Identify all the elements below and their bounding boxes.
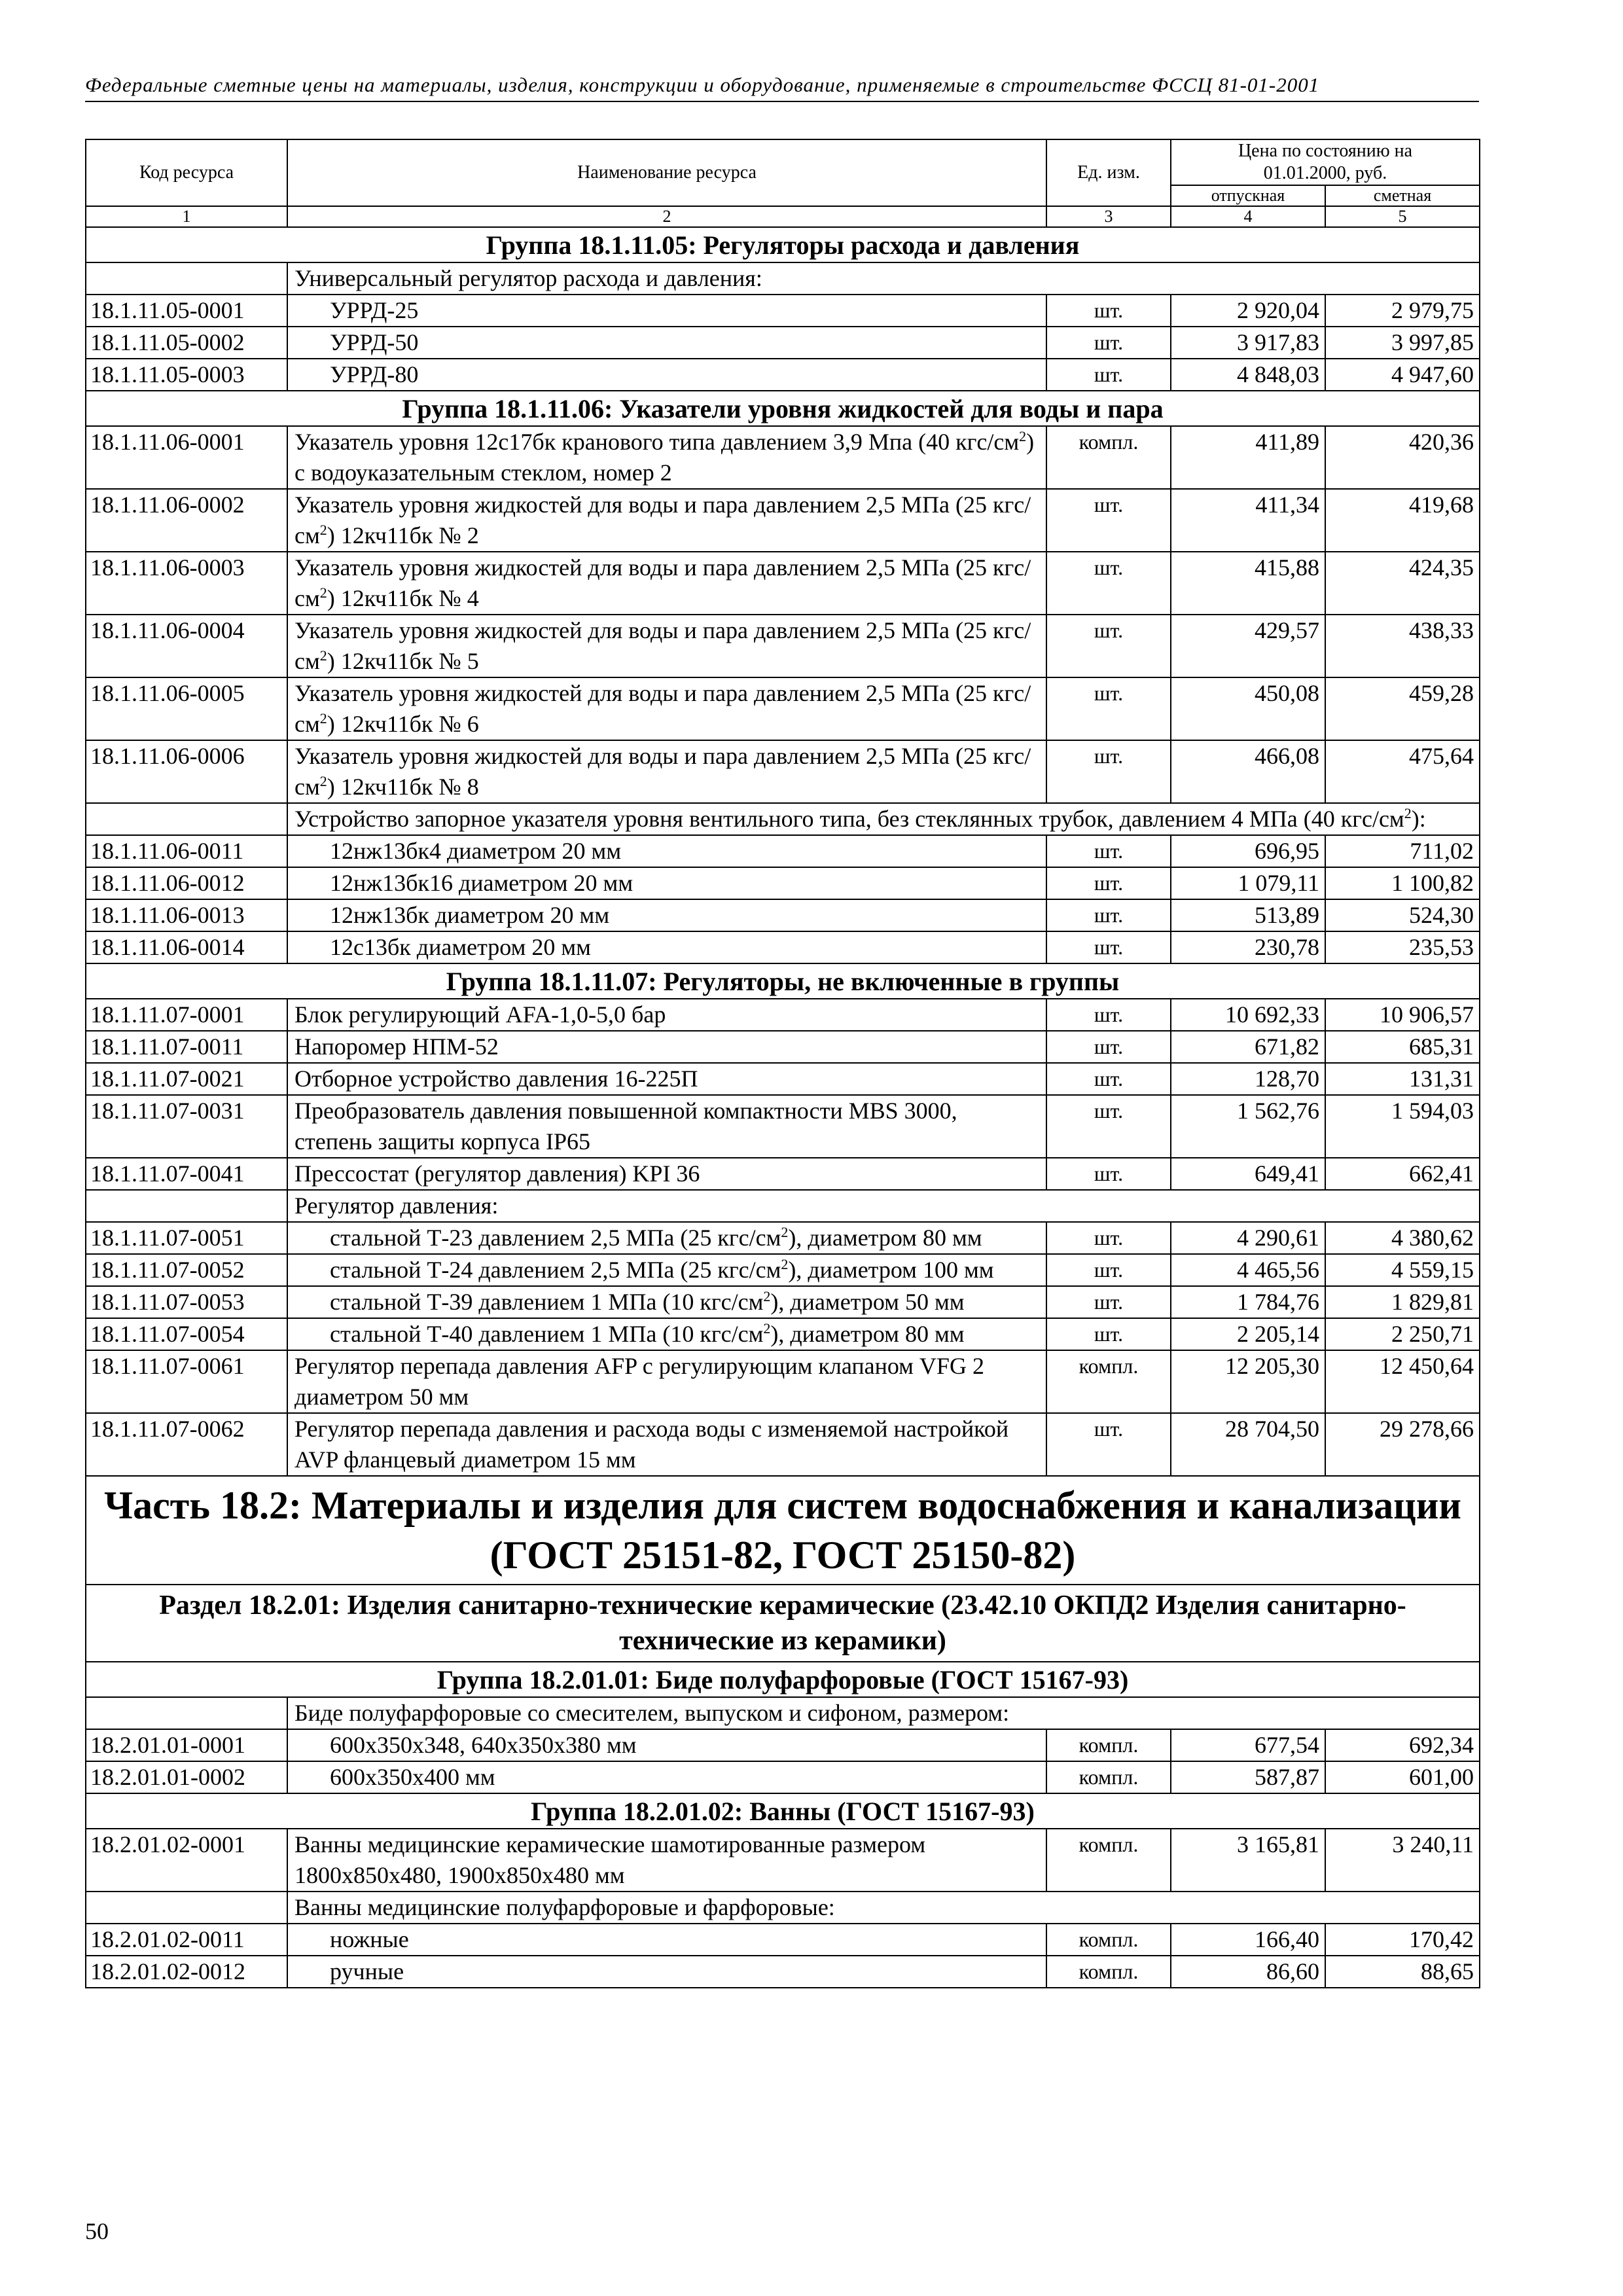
resource-code: 18.1.11.07-0062 xyxy=(86,1413,287,1476)
estimate-price: 2 250,71 xyxy=(1325,1318,1480,1350)
resource-name xyxy=(287,677,1046,740)
resource-code: 18.1.11.07-0052 xyxy=(86,1254,287,1286)
resource-name: УРРД-80 xyxy=(287,359,1046,391)
group-header-row xyxy=(86,1662,1480,1697)
name-part: Указатель уровня жидкостей для воды и пара давлением 2,5 МПа (25 кгс/см xyxy=(294,743,1031,800)
resource-code: 18.1.11.07-0041 xyxy=(86,1158,287,1190)
resource-unit: компл. xyxy=(1046,426,1171,489)
empty-cell xyxy=(86,1892,287,1924)
resource-code: 18.1.11.06-0003 xyxy=(86,552,287,615)
release-price: 671,82 xyxy=(1171,1031,1325,1063)
empty-cell xyxy=(86,1190,287,1222)
table-row xyxy=(86,327,1480,359)
resource-unit: компл. xyxy=(1046,1729,1171,1761)
section-title-row xyxy=(86,1585,1480,1662)
release-price: 10 692,33 xyxy=(1171,999,1325,1031)
resource-unit: компл. xyxy=(1046,1829,1171,1892)
col-header-code: Код ресурса xyxy=(86,139,287,206)
col-header-estimate: сметная xyxy=(1325,185,1480,206)
resource-unit: шт. xyxy=(1046,489,1171,552)
resource-code: 18.1.11.06-0006 xyxy=(86,740,287,803)
resource-name: Напоромер НПМ-52 xyxy=(287,1031,1046,1063)
subheader-text xyxy=(287,262,1480,295)
release-price: 513,89 xyxy=(1171,899,1325,931)
table-row xyxy=(86,899,1480,931)
name-part: ) 12кч11бк № 8 xyxy=(327,774,479,800)
col-header-name: Наименование ресурса xyxy=(287,139,1046,206)
resource-unit: шт. xyxy=(1046,552,1171,615)
estimate-price: 475,64 xyxy=(1325,740,1480,803)
resource-unit: шт. xyxy=(1046,295,1171,327)
resource-code: 18.1.11.07-0011 xyxy=(86,1031,287,1063)
table-row xyxy=(86,1729,1480,1761)
col-number: 2 xyxy=(287,206,1046,227)
table-row xyxy=(86,1924,1480,1956)
resource-name: Блок регулирующий AFA-1,0-5,0 бар xyxy=(287,999,1046,1031)
estimate-price: 235,53 xyxy=(1325,931,1480,963)
release-price: 411,34 xyxy=(1171,489,1325,552)
estimate-price: 438,33 xyxy=(1325,615,1480,677)
part-title: Часть 18.2: Материалы и изделия для систем водоснабжения и канализации (ГОСТ 25151-82, ГОСТ 25150-82) xyxy=(86,1476,1480,1585)
name-part: ), диаметром 80 мм xyxy=(770,1321,965,1347)
resource-unit: шт. xyxy=(1046,1063,1171,1095)
resource-code: 18.1.11.06-0011 xyxy=(86,835,287,867)
release-price: 4 848,03 xyxy=(1171,359,1325,391)
estimate-price: 459,28 xyxy=(1325,677,1480,740)
resource-code: 18.1.11.06-0001 xyxy=(86,426,287,489)
resource-name xyxy=(287,552,1046,615)
estimate-price: 3 997,85 xyxy=(1325,327,1480,359)
resource-unit: шт. xyxy=(1046,1254,1171,1286)
table-row xyxy=(86,1350,1480,1413)
table-row xyxy=(86,1956,1480,1988)
release-price: 3 165,81 xyxy=(1171,1829,1325,1892)
subheader-row xyxy=(86,1190,1480,1222)
release-price: 3 917,83 xyxy=(1171,327,1325,359)
estimate-price: 420,36 xyxy=(1325,426,1480,489)
resource-name xyxy=(287,1254,1046,1286)
resource-unit: шт. xyxy=(1046,899,1171,931)
table-row xyxy=(86,552,1480,615)
resource-name: ручные xyxy=(287,1956,1046,1988)
name-part: ) 12кч11бк № 2 xyxy=(327,522,479,548)
resource-name: 12с13бк диаметром 20 мм xyxy=(287,931,1046,963)
name-part: ), диаметром 100 мм xyxy=(788,1257,994,1283)
resource-code: 18.1.11.07-0021 xyxy=(86,1063,287,1095)
name-part: ), диаметром 50 мм xyxy=(770,1289,965,1315)
subheader-part: Регулятор давления: xyxy=(294,1193,499,1219)
resource-unit: шт. xyxy=(1046,677,1171,740)
resource-name: Ванны медицинские керамические шамотированные размером 1800х850х480, 1900х850х480 мм xyxy=(287,1829,1046,1892)
resource-name: Отборное устройство давления 16-225П xyxy=(287,1063,1046,1095)
resource-name xyxy=(287,740,1046,803)
resource-code: 18.1.11.06-0002 xyxy=(86,489,287,552)
release-price: 587,87 xyxy=(1171,1761,1325,1793)
col-number: 4 xyxy=(1171,206,1325,227)
estimate-price: 10 906,57 xyxy=(1325,999,1480,1031)
name-part: Указатель уровня жидкостей для воды и пара давлением 2,5 МПа (25 кгс/см xyxy=(294,617,1031,674)
resource-name: Преобразователь давления повышенной компактности MBS 3000, степень защиты корпуса IP65 xyxy=(287,1095,1046,1158)
table-row xyxy=(86,835,1480,867)
resource-name: УРРД-25 xyxy=(287,295,1046,327)
col-header-unit: Ед. изм. xyxy=(1046,139,1171,206)
release-price: 466,08 xyxy=(1171,740,1325,803)
section-title: Раздел 18.2.01: Изделия санитарно-технические керамические (23.42.10 ОКПД2 Изделия санитарно-технические из керамики) xyxy=(86,1585,1480,1662)
part-title-row xyxy=(86,1476,1480,1585)
release-price: 677,54 xyxy=(1171,1729,1325,1761)
resource-unit: компл. xyxy=(1046,1956,1171,1988)
group-title: Группа 18.1.11.07: Регуляторы, не включенные в группы xyxy=(86,963,1480,999)
group-header-row xyxy=(86,1793,1480,1829)
release-price: 1 562,76 xyxy=(1171,1095,1325,1158)
resource-unit: шт. xyxy=(1046,931,1171,963)
release-price: 415,88 xyxy=(1171,552,1325,615)
subheader-part: Ванны медицинские полуфарфоровые и фарфоровые: xyxy=(294,1894,835,1920)
empty-cell xyxy=(86,1697,287,1729)
estimate-price: 1 829,81 xyxy=(1325,1286,1480,1318)
group-header-row xyxy=(86,391,1480,426)
table-row xyxy=(86,1254,1480,1286)
table-row xyxy=(86,359,1480,391)
estimate-price: 131,31 xyxy=(1325,1063,1480,1095)
release-price: 4 290,61 xyxy=(1171,1222,1325,1254)
price-table xyxy=(85,139,1480,1988)
subheader-row xyxy=(86,262,1480,295)
release-price: 12 205,30 xyxy=(1171,1350,1325,1413)
subheader-row xyxy=(86,803,1480,835)
resource-unit: компл. xyxy=(1046,1761,1171,1793)
subheader-part: Универсальный регулятор расхода и давления: xyxy=(294,265,762,291)
release-price: 4 465,56 xyxy=(1171,1254,1325,1286)
resource-unit: шт. xyxy=(1046,1413,1171,1476)
release-price: 2 205,14 xyxy=(1171,1318,1325,1350)
resource-unit: шт. xyxy=(1046,1286,1171,1318)
release-price: 128,70 xyxy=(1171,1063,1325,1095)
resource-unit: шт. xyxy=(1046,999,1171,1031)
estimate-price: 692,34 xyxy=(1325,1729,1480,1761)
estimate-price: 662,41 xyxy=(1325,1158,1480,1190)
resource-unit: шт. xyxy=(1046,1031,1171,1063)
resource-code: 18.2.01.01-0002 xyxy=(86,1761,287,1793)
estimate-price: 711,02 xyxy=(1325,835,1480,867)
resource-unit: компл. xyxy=(1046,1350,1171,1413)
resource-name: ножные xyxy=(287,1924,1046,1956)
col-number: 5 xyxy=(1325,206,1480,227)
resource-code: 18.2.01.02-0011 xyxy=(86,1924,287,1956)
release-price: 28 704,50 xyxy=(1171,1413,1325,1476)
name-part: ), диаметром 80 мм xyxy=(788,1225,982,1251)
superscript: 2 xyxy=(319,710,327,726)
resource-name: УРРД-50 xyxy=(287,327,1046,359)
name-part: ) 12кч11бк № 4 xyxy=(327,585,479,611)
estimate-price: 419,68 xyxy=(1325,489,1480,552)
col-number: 3 xyxy=(1046,206,1171,227)
group-title: Группа 18.2.01.01: Биде полуфарфоровые (ГОСТ 15167-93) xyxy=(86,1662,1480,1697)
resource-name xyxy=(287,1286,1046,1318)
empty-cell xyxy=(86,262,287,295)
resource-unit: шт. xyxy=(1046,835,1171,867)
name-part: стальной Т-39 давлением 1 МПа (10 кгс/см xyxy=(330,1289,764,1315)
table-row xyxy=(86,426,1480,489)
resource-unit: шт. xyxy=(1046,1095,1171,1158)
table-row xyxy=(86,677,1480,740)
resource-unit: шт. xyxy=(1046,1318,1171,1350)
resource-code: 18.1.11.07-0031 xyxy=(86,1095,287,1158)
table-row xyxy=(86,1158,1480,1190)
superscript: 2 xyxy=(763,1320,771,1336)
table-row xyxy=(86,1761,1480,1793)
estimate-price: 29 278,66 xyxy=(1325,1413,1480,1476)
resource-name xyxy=(287,615,1046,677)
release-price: 166,40 xyxy=(1171,1924,1325,1956)
estimate-price: 88,65 xyxy=(1325,1956,1480,1988)
name-part: Указатель уровня жидкостей для воды и пара давлением 2,5 МПа (25 кгс/см xyxy=(294,680,1031,737)
group-header-row xyxy=(86,963,1480,999)
resource-unit: шт. xyxy=(1046,359,1171,391)
table-row xyxy=(86,1318,1480,1350)
resource-name: Регулятор перепада давления и расхода воды с изменяемой настройкой AVP фланцевый диаметром 15 мм xyxy=(287,1413,1046,1476)
table-row xyxy=(86,1063,1480,1095)
resource-code: 18.2.01.02-0001 xyxy=(86,1829,287,1892)
name-part: Указатель уровня жидкостей для воды и пара давлением 2,5 МПа (25 кгс/см xyxy=(294,492,1031,548)
resource-name xyxy=(287,1222,1046,1254)
estimate-price: 170,42 xyxy=(1325,1924,1480,1956)
estimate-price: 424,35 xyxy=(1325,552,1480,615)
resource-name: Регулятор перепада давления AFP с регулирующим клапаном VFG 2 диаметром 50 мм xyxy=(287,1350,1046,1413)
estimate-price: 601,00 xyxy=(1325,1761,1480,1793)
name-part: ) с водоуказательным стеклом, номер 2 xyxy=(294,429,1035,486)
resource-unit: компл. xyxy=(1046,1924,1171,1956)
superscript: 2 xyxy=(319,522,327,538)
subheader-text xyxy=(287,1697,1480,1729)
resource-name: 12нж13бк диаметром 20 мм xyxy=(287,899,1046,931)
resource-name: 12нж13бк4 диаметром 20 мм xyxy=(287,835,1046,867)
release-price: 696,95 xyxy=(1171,835,1325,867)
release-price: 230,78 xyxy=(1171,931,1325,963)
table-row xyxy=(86,615,1480,677)
release-price: 1 079,11 xyxy=(1171,867,1325,899)
col-number: 1 xyxy=(86,206,287,227)
estimate-price: 1 594,03 xyxy=(1325,1095,1480,1158)
release-price: 86,60 xyxy=(1171,1956,1325,1988)
resource-name: Прессостат (регулятор давления) KPI 36 xyxy=(287,1158,1046,1190)
page-number: 50 xyxy=(85,2218,109,2244)
resource-code: 18.1.11.07-0054 xyxy=(86,1318,287,1350)
estimate-price: 1 100,82 xyxy=(1325,867,1480,899)
resource-code: 18.1.11.06-0014 xyxy=(86,931,287,963)
resource-code: 18.1.11.05-0001 xyxy=(86,295,287,327)
resource-code: 18.1.11.07-0053 xyxy=(86,1286,287,1318)
release-price: 429,57 xyxy=(1171,615,1325,677)
estimate-price: 4 559,15 xyxy=(1325,1254,1480,1286)
resource-name: 600х350х400 мм xyxy=(287,1761,1046,1793)
resource-unit: шт. xyxy=(1046,1222,1171,1254)
resource-code: 18.2.01.02-0012 xyxy=(86,1956,287,1988)
resource-unit: шт. xyxy=(1046,867,1171,899)
table-row xyxy=(86,1031,1480,1063)
table-row xyxy=(86,931,1480,963)
table-row xyxy=(86,1829,1480,1892)
group-title: Группа 18.2.01.02: Ванны (ГОСТ 15167-93) xyxy=(86,1793,1480,1829)
release-price: 1 784,76 xyxy=(1171,1286,1325,1318)
table-row xyxy=(86,1095,1480,1158)
subheader-text xyxy=(287,803,1480,835)
name-part: стальной Т-40 давлением 1 МПа (10 кгс/см xyxy=(330,1321,764,1347)
col-header-release: отпускная xyxy=(1171,185,1325,206)
name-part: ) 12кч11бк № 5 xyxy=(327,648,479,674)
table-row xyxy=(86,999,1480,1031)
col-header-price: Цена по состоянию на 01.01.2000, руб. xyxy=(1171,139,1480,185)
resource-unit: шт. xyxy=(1046,740,1171,803)
estimate-price: 2 979,75 xyxy=(1325,295,1480,327)
superscript: 2 xyxy=(319,773,327,789)
resource-name xyxy=(287,1318,1046,1350)
subheader-part: Устройство запорное указателя уровня вентильного типа, без стеклянных трубок, давлением 4 МПа (40 кгс/см xyxy=(294,806,1404,832)
estimate-price: 4 947,60 xyxy=(1325,359,1480,391)
estimate-price: 4 380,62 xyxy=(1325,1222,1480,1254)
estimate-price: 524,30 xyxy=(1325,899,1480,931)
table-row xyxy=(86,740,1480,803)
release-price: 2 920,04 xyxy=(1171,295,1325,327)
table-row xyxy=(86,489,1480,552)
empty-cell xyxy=(86,803,287,835)
resource-unit: шт. xyxy=(1046,327,1171,359)
page-header: Федеральные сметные цены на материалы, изделия, конструкции и оборудование, применяемые в строительстве ФССЦ 81-01-2001 xyxy=(85,73,1479,102)
superscript: 2 xyxy=(319,584,327,601)
resource-code: 18.2.01.01-0001 xyxy=(86,1729,287,1761)
resource-name: 12нж13бк16 диаметром 20 мм xyxy=(287,867,1046,899)
subheader-row xyxy=(86,1892,1480,1924)
superscript: 2 xyxy=(781,1224,789,1240)
group-title: Группа 18.1.11.06: Указатели уровня жидкостей для воды и пара xyxy=(86,391,1480,426)
group-header-row xyxy=(86,227,1480,262)
name-part: стальной Т-23 давлением 2,5 МПа (25 кгс/см xyxy=(330,1225,781,1251)
name-part: ) 12кч11бк № 6 xyxy=(327,711,479,737)
subheader-text xyxy=(287,1190,1480,1222)
resource-code: 18.1.11.07-0061 xyxy=(86,1350,287,1413)
table-row xyxy=(86,295,1480,327)
table-row xyxy=(86,1222,1480,1254)
subheader-part: Биде полуфарфоровые со смесителем, выпуском и сифоном, размером: xyxy=(294,1700,1010,1726)
resource-code: 18.1.11.07-0051 xyxy=(86,1222,287,1254)
superscript: 2 xyxy=(1404,805,1412,821)
resource-name xyxy=(287,489,1046,552)
name-part: Указатель уровня 12с17бк кранового типа давлением 3,9 Мпа (40 кгс/см xyxy=(294,429,1020,455)
estimate-price: 12 450,64 xyxy=(1325,1350,1480,1413)
resource-code: 18.1.11.07-0001 xyxy=(86,999,287,1031)
subheader-text xyxy=(287,1892,1480,1924)
table-row xyxy=(86,1413,1480,1476)
resource-code: 18.1.11.06-0004 xyxy=(86,615,287,677)
name-part: стальной Т-24 давлением 2,5 МПа (25 кгс/см xyxy=(330,1257,781,1283)
name-part: Указатель уровня жидкостей для воды и пара давлением 2,5 МПа (25 кгс/см xyxy=(294,554,1031,611)
resource-code: 18.1.11.05-0002 xyxy=(86,327,287,359)
superscript: 2 xyxy=(1019,428,1027,444)
release-price: 450,08 xyxy=(1171,677,1325,740)
release-price: 411,89 xyxy=(1171,426,1325,489)
resource-unit: шт. xyxy=(1046,615,1171,677)
superscript: 2 xyxy=(781,1256,789,1272)
superscript: 2 xyxy=(763,1288,771,1304)
resource-code: 18.1.11.06-0005 xyxy=(86,677,287,740)
table-row xyxy=(86,867,1480,899)
estimate-price: 3 240,11 xyxy=(1325,1829,1480,1892)
group-title: Группа 18.1.11.05: Регуляторы расхода и давления xyxy=(86,227,1480,262)
table-row xyxy=(86,1286,1480,1318)
superscript: 2 xyxy=(319,647,327,664)
estimate-price: 685,31 xyxy=(1325,1031,1480,1063)
resource-name xyxy=(287,426,1046,489)
resource-code: 18.1.11.05-0003 xyxy=(86,359,287,391)
resource-code: 18.1.11.06-0013 xyxy=(86,899,287,931)
resource-name: 600х350х348, 640х350х380 мм xyxy=(287,1729,1046,1761)
resource-unit: шт. xyxy=(1046,1158,1171,1190)
subheader-row xyxy=(86,1697,1480,1729)
resource-code: 18.1.11.06-0012 xyxy=(86,867,287,899)
release-price: 649,41 xyxy=(1171,1158,1325,1190)
subheader-part: ): xyxy=(1411,806,1426,832)
